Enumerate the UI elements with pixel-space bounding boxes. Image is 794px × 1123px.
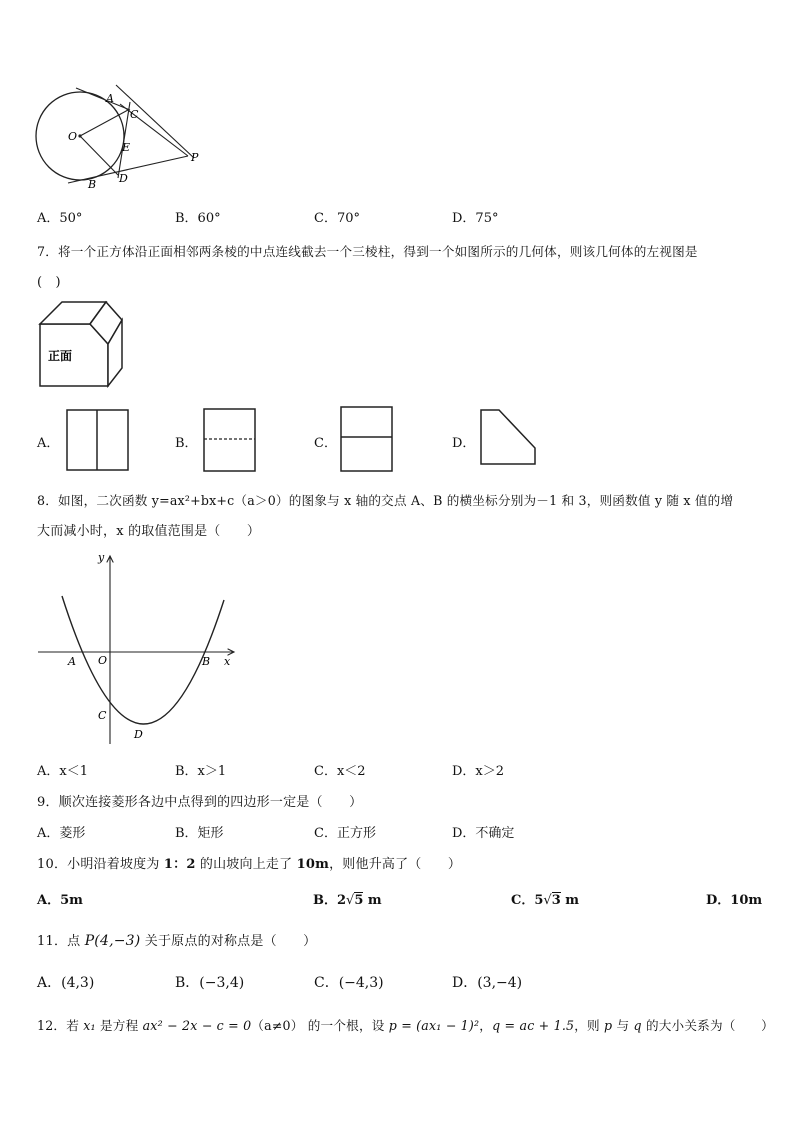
q10-option-c-unit: m xyxy=(560,893,580,908)
label-b: B xyxy=(202,655,211,668)
q11-stem-post: 关于原点的对称点是（ ） xyxy=(140,934,317,949)
label-a: A xyxy=(68,655,76,668)
q6-option-c[interactable]: C．70° xyxy=(314,211,360,226)
line-oc xyxy=(80,110,128,136)
q7-option-c-letter[interactable]: C． xyxy=(314,436,337,451)
q12-q: q xyxy=(633,1018,642,1033)
q7-stem-line2: ( ) xyxy=(37,275,61,290)
label-d: D xyxy=(134,728,143,741)
q12-stem-a: 是方程 xyxy=(95,1018,143,1033)
q10-option-b-unit: m xyxy=(363,893,382,908)
q12-x1: x₁ xyxy=(83,1018,96,1033)
label-y: y xyxy=(98,551,105,564)
q8-stem-line2: 大而减小时，x 的取值范围是（ ） xyxy=(37,524,261,539)
q7-option-a-letter[interactable]: A． xyxy=(37,436,60,451)
q10-option-b-radicand: 5 xyxy=(354,893,364,908)
q9-option-a[interactable]: A．菱形 xyxy=(37,826,86,841)
q8-stem-line1: 8．如图，二次函数 y=ax²+bx+c（a＞0）的图象与 x 轴的交点 A、B 的横坐标分别为－1 和 3，则函数值 y 随 x 值的增 xyxy=(37,493,734,508)
q6-option-a[interactable]: A．50° xyxy=(37,211,83,226)
q8-option-a[interactable]: A．x＜1 xyxy=(37,764,88,779)
q12-equation: ax² − 2x − c = 0 xyxy=(142,1018,252,1033)
q8-parabola-figure xyxy=(36,548,246,748)
q9-option-b[interactable]: B．矩形 xyxy=(175,826,224,841)
label-p: P xyxy=(191,151,199,164)
q12-stem-pre: 12．若 xyxy=(37,1018,84,1033)
q12-stem xyxy=(37,1015,774,1034)
q10-stem-mid: 的山坡向上走了 xyxy=(195,857,297,872)
q12-q-expression: q = ac + 1.5 xyxy=(492,1018,575,1033)
q10-stem-pre: 10．小明沿着坡度为 xyxy=(37,857,164,872)
q8-option-b[interactable]: B．x＞1 xyxy=(175,764,227,779)
q11-option-a[interactable]: A．(4,3) xyxy=(37,975,95,991)
q12-stem-d: 与 xyxy=(612,1018,634,1033)
q12-stem-e: 的大小关系为（ ） xyxy=(641,1018,774,1033)
point-o xyxy=(78,134,81,137)
q9-option-c[interactable]: C．正方形 xyxy=(314,826,376,841)
q10-distance: 10m xyxy=(296,857,330,872)
q7-stem-line1: 7．将一个正方体沿正面相邻两条棱的中点连线截去一个三棱柱，得到一个如图所示的几何体，则该几何体的左视图是 xyxy=(37,244,698,259)
q10-option-c-radicand: 3 xyxy=(551,893,561,908)
sqrt-icon: √ xyxy=(346,893,355,908)
q10-option-b[interactable] xyxy=(313,889,382,908)
q7-option-c-view[interactable] xyxy=(340,406,394,472)
q6-circle-figure xyxy=(30,80,210,195)
label-o: O xyxy=(98,654,108,667)
line-bp xyxy=(68,156,188,183)
q11-option-c[interactable]: C．(−4,3) xyxy=(314,975,384,991)
q10-option-c[interactable] xyxy=(511,889,579,908)
line-od xyxy=(80,136,118,175)
parabola-curve xyxy=(62,596,224,724)
q10-option-b-pre: B．2 xyxy=(313,893,347,908)
line-ab xyxy=(76,88,130,110)
q6-option-d[interactable]: D．75° xyxy=(452,211,499,226)
label-e: E xyxy=(122,141,131,154)
q12-separator: ， xyxy=(479,1018,493,1033)
q12-p: p xyxy=(604,1018,613,1033)
label-o: O xyxy=(68,130,78,143)
q7-solid-figure xyxy=(36,298,131,390)
label-x: x xyxy=(224,655,231,668)
q7-option-b-letter[interactable]: B． xyxy=(175,436,198,451)
q9-stem: 9．顺次连接菱形各边中点得到的四边形一定是（ ） xyxy=(37,795,363,810)
line-cd xyxy=(118,102,130,178)
q10-option-c-pre: C．5 xyxy=(511,893,544,908)
q12-condition: （a≠0） xyxy=(251,1018,304,1033)
q11-stem xyxy=(37,930,316,949)
q10-option-a[interactable]: A．5m xyxy=(37,893,83,908)
label-c: C xyxy=(98,709,107,722)
q12-stem-c: ，则 xyxy=(574,1018,605,1033)
q12-stem-b: 的一个根，设 xyxy=(303,1018,389,1033)
q9-option-d[interactable]: D．不确定 xyxy=(452,826,515,841)
q8-option-d[interactable]: D．x＞2 xyxy=(452,764,505,779)
label-a: A xyxy=(106,92,114,105)
label-d: D xyxy=(119,172,128,185)
q12-p-expression: p = (ax₁ − 1)² xyxy=(388,1018,480,1033)
q7-option-b-view[interactable] xyxy=(203,408,257,472)
q7-option-d-letter[interactable]: D． xyxy=(452,436,476,451)
q10-ratio: 1：2 xyxy=(163,857,196,872)
q6-option-b[interactable]: B．60° xyxy=(175,211,221,226)
sqrt-icon: √ xyxy=(543,893,552,908)
q10-stem-post: ，则他升高了（ ） xyxy=(329,857,462,872)
q10-stem xyxy=(37,853,461,872)
q11-point: P(4,−3) xyxy=(84,933,141,949)
label-b: B xyxy=(88,178,97,191)
front-face-label: 正面 xyxy=(48,349,73,363)
q11-stem-pre: 11．点 xyxy=(37,934,85,949)
q8-option-c[interactable]: C．x＜2 xyxy=(314,764,366,779)
q11-option-b[interactable]: B．(−3,4) xyxy=(175,975,245,991)
q7-option-a-view[interactable] xyxy=(66,409,130,471)
label-c: C xyxy=(130,108,139,121)
q10-option-d[interactable]: D．10m xyxy=(706,893,763,908)
q7-option-d-view[interactable] xyxy=(479,408,539,468)
q11-option-d[interactable]: D．(3,−4) xyxy=(452,975,523,991)
